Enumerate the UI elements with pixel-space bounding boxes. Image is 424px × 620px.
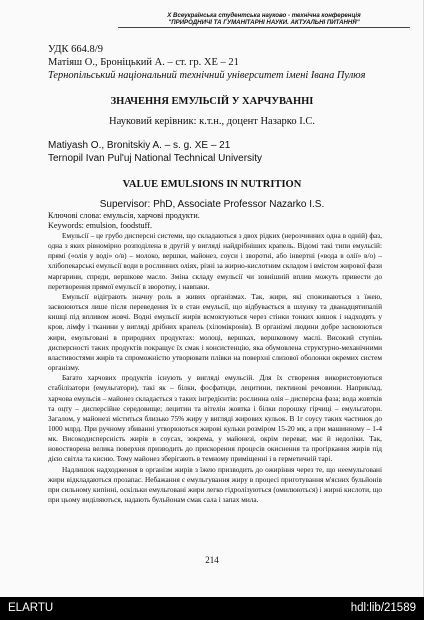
archive-footer-bar [0,597,424,620]
title-ua: ЗНАЧЕННЯ ЕМУЛЬСІЙ У ХАРЧУВАННІ [110,96,314,107]
paragraph: Надлишок надходження в організм жирів з їжею призводить до ожиріння через те, що неемульговані жири відкладаються прозапас. Небажання є емульгування жиру в процесі приготування м'ясних бульйонів при сильному кипінні, оскільки емульговані жири легко гідролізуються (омилюються) і жирні кислоти, що при цьому виділяються, надають бульйонам смак сала і запах мила. [48,464,382,505]
affiliation-ua: Тернопільський національний технічний університет імені Івана Пулюя [48,70,366,81]
supervisor-ua: Науковий керівник: к.т.н., доцент Назарко І.С. [109,116,315,127]
supervisor-en: Supervisor: PhD, Associate Professor Nazarko I.S. [99,199,325,210]
paragraph: Багато харчових продуктів існують у вигляді емульсій. Для їх створення використовуються стабілізатори (емульгатори), такі як – білки, фосфатиди, лецитини, пектинові речовини. Наприклад, харчова емульсія – майонез складається з таких інгредієнтів: рослинна олія – дисперсна фаза; вода жовтків та оцту – дисперсійне середовище; лецитин та вітелін жовтка і білки порошку гірчиці – емульгатори. Загалом, у майонезі міститься близько 75% жиру у вигляді жирових кульок. В 1г соусу таких частинок до 1000 млрд. При ручному збиванні утворюються жирові кульки розміром 15-20 мк, а при машинному – 1-4 мк. Високодисперсність жирів в соусах, зокрема, у майонезі, окрім переваг, має й недоліки. Так, новостворена велика поверхня призводить до прискорення процесів окиснення та прогіркання жирів під дією світла та кисню. Тому майонез зберігають в темному приміщенні і в герметичній тарі. [48,373,382,464]
conference-header-line1: X Всеукраїнська студентська науково - технічна конференція [167,12,361,19]
authors-ua: Матіяш О., Броніцький А. – ст. гр. ХЕ – 21 [48,57,239,68]
conference-header [118,12,410,28]
authors-en: Matiyash O., Bronitskiy A. – s. g. ХЕ – 21 [48,140,231,151]
archive-name: ELARTU [8,602,54,614]
article-body [48,231,382,505]
udc-code: УДК 664.8/9 [48,44,103,55]
title-en: VALUE EMULSIONS IN NUTRITION [122,179,302,190]
conference-header-line2: "ПРИРОДНИЧІ ТА ГУМАНІТАРНІ НАУКИ. АКТУАЛЬНІ ПИТАННЯ" [168,19,360,26]
paragraph: Емульсії відіграють значну роль в живих організмах. Так, жири, які споживаються з їжею, засвоюються лише після переведення їх в стан емульсії, що відбувається в шлунку та дванадцятипалій кишці під впливом жовчі. Водні емульсії жирів всмоктуються через стінки тонких кишок і надходять у кров, лімфу і тканини у вигляді дрібних крапель (хіломікронів). В організмі людини добре засвоюються жири, емульговані в природних продуктах: молоці, вершках, вершковому маслі. Високий ступінь дисперсності таких продуктів покращує їх смак і консистенцію, яка обумовлена структурно-механічними властивостями жирів та спроможністю утворювати плівки на поверхні слизової оболонки окремих систем організму. [48,291,382,373]
page-number: 214 [205,555,219,565]
keywords-en: Keywords: emulsion, foodstuff. [48,221,153,230]
keywords-ua: Ключові слова: емульсія, харчові продукти. [48,211,200,220]
paragraph: Емульсії – це грубо дисперсні системи, що складаються з двох рідких (нерозчинних одна в одній) фаз, одна з яких рівномірно розподілена в другій у вигляді найдрібніших крапель. Відомі такі типи емульсій: прямі («олія у воді» о/в) – молоко, вершки, майонез, соуси і зворотні, або інвертні («вода в олії» в/о) – хлібопекарські емульсії води в рослинних оліях, різні за жирно-кислотним складом і вмістом жирової фази маргарини, спреди, вершкове масло. Зміна складу емульсії чи зовнішній вплив можуть привести до перетворення прямої емульсії в зворотну, і навпаки. [48,231,382,291]
affiliation-en: Ternopil Ivan Pul'uj National Technical University [48,153,263,164]
handle-id: hdl:lib/21589 [350,602,416,614]
